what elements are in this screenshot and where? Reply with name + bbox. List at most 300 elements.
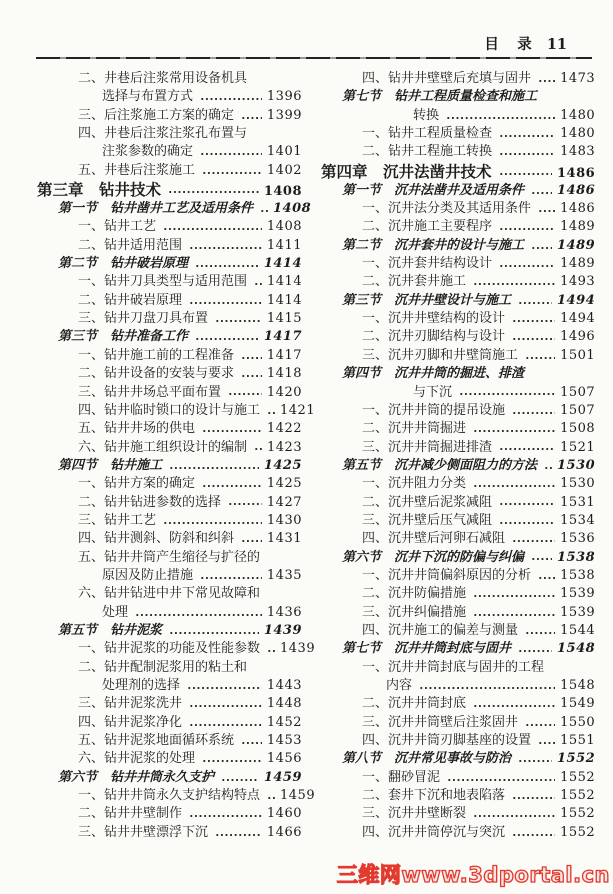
entry-text: 四、沉井井筒停沉与突沉	[362, 824, 506, 840]
dot-leader	[538, 567, 555, 585]
dot-leader	[499, 439, 555, 457]
entry-page-number: 1548	[557, 641, 596, 657]
entry-text: 二、井巷后注浆常用设备机具	[78, 71, 248, 86]
entry-text: 二、沉井套井施工	[362, 274, 467, 290]
dot-leader	[254, 273, 262, 291]
dot-leader	[499, 162, 553, 182]
entry-text: 一、钻井施工前的工程准备	[78, 347, 235, 363]
entry-text: 二、钻井配制泥浆用的粘土和	[78, 659, 248, 675]
entry-page-number: 1418	[266, 366, 302, 382]
dot-leader	[538, 200, 555, 218]
entry-text: 五、钻井井场的供电	[78, 421, 196, 437]
entry-page-number: 1486	[557, 165, 596, 181]
entry-text: 二、钻井井壁制作	[78, 806, 183, 822]
entry-text: 一、钻井工艺	[78, 219, 157, 235]
dot-leader	[531, 182, 552, 200]
entry-text: 六、钻井施工组织设计的编制	[78, 439, 248, 455]
toc-entry	[321, 365, 595, 383]
toc-entry	[37, 604, 302, 622]
entry-page-number: 1538	[560, 567, 596, 583]
entry-page-number: 1494	[557, 292, 596, 308]
entry-page-number: 1480	[560, 107, 596, 123]
dot-leader	[512, 402, 555, 420]
entry-page-number: 1534	[560, 512, 596, 528]
toc-entry	[321, 549, 595, 567]
dot-leader	[473, 273, 555, 291]
entry-page-number: 1466	[266, 824, 302, 840]
entry-page-number: 1411	[266, 237, 302, 253]
entry-page-number: 1551	[560, 733, 596, 749]
toc-entry	[321, 292, 595, 310]
dot-leader	[195, 328, 259, 346]
dot-leader	[189, 805, 262, 823]
entry-text: 一、沉井阻力分类	[362, 476, 467, 492]
dot-leader	[228, 494, 262, 512]
dot-leader	[447, 769, 555, 787]
entry-page-number: 1507	[560, 384, 596, 400]
entry-text: 三、钻井泥浆洗井	[78, 696, 183, 712]
entry-text: 五、钻井井筒产生缩径与扩径的	[78, 549, 261, 565]
dot-leader	[473, 585, 555, 603]
entry-page-number: 1436	[266, 604, 302, 620]
toc-entry	[321, 585, 595, 603]
entry-text: 第七节 沉井井筒封底与固井	[342, 641, 512, 657]
entry-text: 一、钻井工程质量检查	[362, 126, 493, 142]
header-rule	[36, 57, 592, 59]
dot-leader	[267, 787, 275, 805]
entry-page-number: 1494	[560, 311, 596, 327]
entry-page-number: 1430	[266, 512, 302, 528]
toc-entry	[37, 659, 302, 677]
dot-leader	[473, 805, 555, 823]
entry-page-number: 1402	[266, 162, 302, 178]
toc-columns	[37, 70, 596, 842]
toc-entry	[321, 347, 595, 365]
entry-page-number: 1552	[560, 806, 596, 822]
entry-page-number: 1507	[560, 402, 596, 418]
entry-page-number: 1431	[266, 531, 302, 547]
entry-page-number: 1552	[560, 788, 596, 804]
entry-page-number: 1408	[266, 219, 302, 235]
entry-text: 二、套井下沉和地表陷落	[362, 788, 506, 804]
entry-text: 三、钻井井场总平面布置	[78, 384, 222, 400]
entry-page-number: 1417	[263, 329, 302, 345]
toc-entry	[321, 88, 595, 106]
dot-leader	[221, 769, 259, 787]
toc-entry	[321, 273, 595, 291]
toc-entry	[321, 200, 595, 218]
toc-entry	[37, 162, 302, 180]
entry-page-number: 1448	[266, 696, 302, 712]
toc-entry	[321, 530, 595, 548]
dot-leader	[499, 512, 555, 530]
entry-text: 五、井巷后注浆施工	[78, 162, 196, 178]
entry-page-number: 1536	[560, 531, 596, 547]
dot-leader	[228, 384, 262, 402]
header-page-number: 11	[546, 36, 567, 53]
entry-text: 一、沉井井筒的提吊设施	[362, 402, 506, 418]
entry-page-number: 1549	[560, 696, 596, 712]
toc-column-right	[321, 70, 595, 842]
toc-entry	[37, 457, 302, 475]
entry-text: 三、沉井井筒掘进排渣	[362, 439, 493, 455]
toc-entry	[37, 218, 302, 236]
entry-page-number: 1452	[266, 714, 302, 730]
entry-text: 三、沉井纠偏措施	[362, 604, 467, 620]
dot-leader	[499, 218, 555, 236]
dot-leader	[163, 512, 262, 530]
toc-entry	[321, 162, 595, 182]
toc-entry	[321, 237, 595, 255]
dot-leader	[168, 180, 259, 200]
dot-leader	[544, 457, 552, 475]
toc-entry	[321, 402, 595, 420]
entry-page-number: 1453	[266, 733, 302, 749]
toc-entry	[321, 182, 595, 200]
dot-leader	[512, 787, 555, 805]
entry-page-number: 1427	[266, 494, 302, 510]
dot-leader	[525, 714, 555, 732]
toc-entry	[321, 622, 595, 640]
entry-page-number: 1408	[263, 184, 302, 200]
toc-entry	[37, 494, 302, 512]
entry-text: 原因及防止措施	[102, 567, 194, 583]
toc-entry	[37, 70, 302, 88]
entry-text: 三、后注浆施工方案的确定	[78, 107, 235, 123]
entry-text: 二、钻井工程施工转换	[362, 144, 493, 160]
toc-entry	[37, 750, 302, 768]
entry-text: 第四章 沉井法凿井技术	[321, 161, 492, 181]
entry-text: 第六节 钻井井筒永久支护	[58, 769, 215, 785]
dot-leader	[512, 530, 555, 548]
dot-leader	[473, 475, 555, 493]
entry-text: 第一节 钻井凿井工艺及适用条件	[58, 201, 254, 217]
entry-page-number: 1539	[560, 604, 596, 620]
dot-leader	[189, 714, 262, 732]
dot-leader	[473, 604, 555, 622]
toc-entry	[37, 769, 302, 787]
dot-leader	[260, 200, 268, 218]
dot-leader	[512, 824, 555, 842]
entry-page-number: 1473	[560, 71, 596, 86]
toc-entry	[37, 567, 302, 585]
entry-text: 第一节 沉井法凿井及适用条件	[342, 182, 525, 198]
entry-text: 第七节 钻井工程质量检查和施工	[342, 89, 538, 105]
entry-text: 第四节 沉井井筒的掘进、排渣	[342, 366, 525, 382]
dot-leader	[169, 457, 259, 475]
entry-text: 与下沉	[413, 384, 453, 400]
dot-leader	[499, 255, 555, 273]
toc-entry	[37, 255, 302, 273]
entry-text: 六、钻井泥浆的处理	[78, 751, 196, 767]
dot-leader	[267, 640, 275, 658]
entry-text: 二、沉井壁后泥浆减阻	[362, 494, 493, 510]
entry-text: 第三章 钻井技术	[37, 180, 162, 200]
entry-text: 第五节 钻井泥浆	[58, 622, 163, 638]
entry-page-number: 1439	[280, 641, 316, 657]
entry-text: 二、沉井井筒掘进	[362, 421, 467, 437]
entry-text: 一、沉井井筒封底与固井的工程	[362, 659, 545, 675]
toc-entry	[321, 805, 595, 823]
entry-text: 第三节 钻井准备工作	[58, 329, 189, 345]
dot-leader	[189, 292, 262, 310]
dot-leader	[473, 420, 555, 438]
toc-entry	[321, 70, 595, 88]
dot-leader	[512, 310, 555, 328]
toc-entry	[37, 420, 302, 438]
entry-page-number: 1421	[280, 402, 316, 418]
entry-text: 二、钻井钻进参数的选择	[78, 494, 222, 510]
entry-page-number: 1552	[560, 824, 596, 840]
toc-entry	[37, 475, 302, 493]
dot-leader	[254, 439, 262, 457]
toc-entry	[37, 292, 302, 310]
entry-text: 选择与布置方式	[102, 89, 194, 105]
entry-page-number: 1423	[267, 439, 303, 455]
dot-leader	[202, 162, 262, 180]
entry-page-number: 1550	[560, 714, 596, 730]
toc-entry	[321, 787, 595, 805]
entry-page-number: 1538	[557, 549, 596, 565]
entry-page-number: 1531	[560, 494, 596, 510]
entry-text: 第八节 沉井常见事故与防治	[342, 751, 512, 767]
toc-entry	[321, 328, 595, 346]
entry-text: 四、钻井井壁壁后充填与固井	[362, 71, 532, 86]
page-header	[484, 33, 567, 54]
toc-entry	[37, 549, 302, 567]
toc-entry	[37, 180, 302, 200]
entry-text: 一、沉井井壁结构的设计	[362, 311, 506, 327]
toc-entry	[321, 310, 595, 328]
entry-page-number: 1456	[266, 751, 302, 767]
toc-entry	[37, 237, 302, 255]
toc-entry	[321, 512, 595, 530]
toc-entry	[37, 805, 302, 823]
toc-entry	[37, 107, 302, 125]
entry-page-number: 1530	[560, 476, 596, 492]
toc-entry	[37, 310, 302, 328]
toc-entry	[37, 384, 302, 402]
toc-entry	[37, 640, 316, 658]
entry-page-number: 1544	[560, 622, 596, 638]
entry-text: 四、沉井施工的偏差与测量	[362, 622, 519, 638]
entry-text: 三、钻井刀盘刀具布置	[78, 311, 209, 327]
dot-leader	[446, 107, 555, 125]
watermark: 三维网www.3dportal.cn	[336, 863, 610, 887]
entry-page-number: 1489	[560, 219, 596, 235]
toc-entry	[321, 143, 595, 161]
entry-page-number: 1508	[560, 421, 596, 437]
toc-entry	[37, 200, 312, 218]
dot-leader	[499, 494, 555, 512]
toc-entry	[37, 125, 302, 143]
toc-entry	[37, 365, 302, 383]
entry-text: 二、沉井防偏措施	[362, 586, 467, 602]
entry-page-number: 1486	[560, 201, 596, 217]
entry-text: 一、沉井法分类及其适用条件	[362, 201, 532, 217]
toc-entry	[321, 824, 595, 842]
entry-page-number: 1439	[263, 622, 302, 638]
dot-leader	[189, 237, 262, 255]
entry-text: 第六节 沉井下沉的防偏与纠偏	[342, 549, 525, 565]
dot-leader	[241, 365, 262, 383]
entry-page-number: 1414	[267, 274, 303, 290]
dot-leader	[525, 347, 555, 365]
entry-page-number: 1496	[560, 329, 596, 345]
entry-text: 三、钻井井壁漂浮下沉	[78, 824, 209, 840]
entry-page-number: 1460	[266, 806, 302, 822]
toc-entry	[321, 439, 595, 457]
entry-text: 二、钻井设备的安装与要求	[78, 366, 235, 382]
entry-text: 二、沉井刃脚结构与设计	[362, 329, 506, 345]
toc-entry	[37, 714, 302, 732]
entry-page-number: 1425	[266, 476, 302, 492]
toc-entry	[37, 824, 302, 842]
entry-page-number: 1417	[266, 347, 302, 363]
entry-text: 二、钻井破岩原理	[78, 292, 183, 308]
dot-leader	[538, 70, 555, 88]
toc-entry	[37, 585, 302, 603]
toc-entry	[321, 475, 595, 493]
toc-entry	[37, 732, 302, 750]
entry-text: 一、钻井井筒永久支护结构特点	[78, 788, 261, 804]
dot-leader	[187, 677, 262, 695]
dot-leader	[135, 604, 262, 622]
entry-page-number: 1435	[266, 567, 302, 583]
entry-text: 四、沉井井筒刃脚基座的设置	[362, 733, 532, 749]
entry-page-number: 1552	[560, 769, 596, 785]
entry-page-number: 1422	[266, 421, 302, 437]
entry-text: 二、沉井井筒封底	[362, 696, 467, 712]
entry-text: 四、钻井泥浆净化	[78, 714, 183, 730]
entry-page-number: 1548	[560, 678, 596, 693]
entry-text: 一、翻砂冒泥	[362, 769, 441, 785]
entry-page-number: 1521	[560, 439, 596, 455]
toc-entry	[321, 107, 595, 125]
entry-page-number: 1459	[280, 788, 316, 804]
toc-entry	[321, 218, 595, 236]
toc-entry	[37, 512, 302, 530]
entry-page-number: 1493	[560, 274, 596, 290]
entry-page-number: 1415	[266, 311, 302, 327]
entry-text: 第四节 钻井施工	[58, 457, 163, 473]
entry-text: 第三节 沉井井壁设计与施工	[342, 292, 512, 308]
toc-entry	[37, 143, 302, 161]
entry-page-number: 1459	[263, 769, 302, 785]
dot-leader	[241, 530, 262, 548]
dot-leader	[518, 750, 552, 768]
toc-entry	[37, 677, 302, 695]
entry-text: 一、沉井井筒偏斜原因的分析	[362, 567, 532, 583]
toc-entry	[37, 439, 302, 457]
dot-leader	[215, 310, 262, 328]
entry-page-number: 1489	[557, 237, 596, 253]
dot-leader	[473, 695, 555, 713]
entry-text: 六、钻井钻进中井下常见故障和	[78, 586, 261, 602]
dot-leader	[518, 292, 552, 310]
entry-page-number: 1486	[557, 182, 596, 198]
dot-leader	[215, 824, 262, 842]
entry-page-number: 1420	[266, 384, 302, 400]
dot-leader	[163, 218, 262, 236]
dot-leader	[189, 695, 262, 713]
entry-page-number: 1530	[557, 457, 596, 473]
entry-page-number: 1414	[266, 292, 302, 308]
toc-entry	[37, 347, 302, 365]
toc-entry	[321, 420, 595, 438]
entry-text: 转换	[413, 107, 440, 123]
toc-entry	[321, 494, 595, 512]
toc-entry	[321, 750, 595, 768]
dot-leader	[241, 347, 262, 365]
entry-text: 处理	[102, 604, 129, 620]
entry-text: 三、沉井井筒壁后注浆固井	[362, 714, 519, 730]
entry-text: 第二节 沉井套井的设计与施工	[342, 237, 525, 253]
dot-leader	[267, 402, 275, 420]
entry-page-number: 1480	[560, 126, 596, 142]
dot-leader	[499, 125, 555, 143]
toc-entry	[37, 622, 302, 640]
entry-text: 一、钻井方案的确定	[78, 476, 196, 492]
entry-text: 一、钻井泥浆的功能及性能参数	[78, 641, 261, 657]
dot-leader	[531, 549, 552, 567]
entry-text: 三、沉井刃脚和井壁筒施工	[362, 347, 519, 363]
dot-leader	[202, 475, 262, 493]
toc-entry	[321, 567, 595, 585]
entry-text: 处理剂的选择	[102, 678, 181, 693]
dot-leader	[538, 732, 555, 750]
entry-text: 三、钻井工艺	[78, 512, 157, 528]
toc-entry	[37, 530, 302, 548]
entry-text: 四、钻井测斜、防斜和纠斜	[78, 531, 235, 547]
dot-leader	[241, 732, 262, 750]
dot-leader	[512, 328, 555, 346]
entry-text: 第五节 沉井减少侧面阻力的方法	[342, 457, 538, 473]
entry-page-number: 1399	[266, 107, 302, 123]
entry-text: 一、沉井套井结构设计	[362, 256, 493, 272]
toc-entry	[321, 457, 595, 475]
toc-entry	[321, 714, 595, 732]
dot-leader	[202, 420, 262, 438]
dot-leader	[525, 622, 555, 640]
entry-text: 三、沉井井壁断裂	[362, 806, 467, 822]
entry-text: 五、钻井泥浆地面循环系统	[78, 733, 235, 749]
entry-page-number: 1483	[560, 144, 596, 160]
entry-text: 三、沉井壁后压气减阻	[362, 512, 493, 528]
entry-page-number: 1539	[560, 586, 596, 602]
entry-page-number: 1414	[263, 256, 302, 272]
dot-leader	[241, 107, 262, 125]
entry-page-number: 1425	[263, 457, 302, 473]
toc-entry	[321, 769, 595, 787]
toc-entry	[37, 328, 302, 346]
entry-text: 内容	[386, 678, 413, 693]
entry-text: 四、钻井临时锁口的设计与施工	[78, 402, 261, 418]
toc-entry	[321, 732, 595, 750]
toc-entry	[321, 695, 595, 713]
toc-entry	[321, 677, 595, 695]
dot-leader	[419, 677, 555, 695]
entry-text: 注浆参数的确定	[102, 144, 194, 160]
header-title: 目 录	[484, 36, 534, 53]
entry-text: 四、井巷后注浆注浆孔布置与	[78, 126, 248, 142]
entry-text: 二、沉井施工主要程序	[362, 219, 493, 235]
entry-text: 二、钻井适用范围	[78, 237, 183, 253]
dot-leader	[200, 567, 262, 585]
toc-entry	[321, 640, 595, 658]
dot-leader	[169, 622, 259, 640]
dot-leader	[499, 143, 555, 161]
